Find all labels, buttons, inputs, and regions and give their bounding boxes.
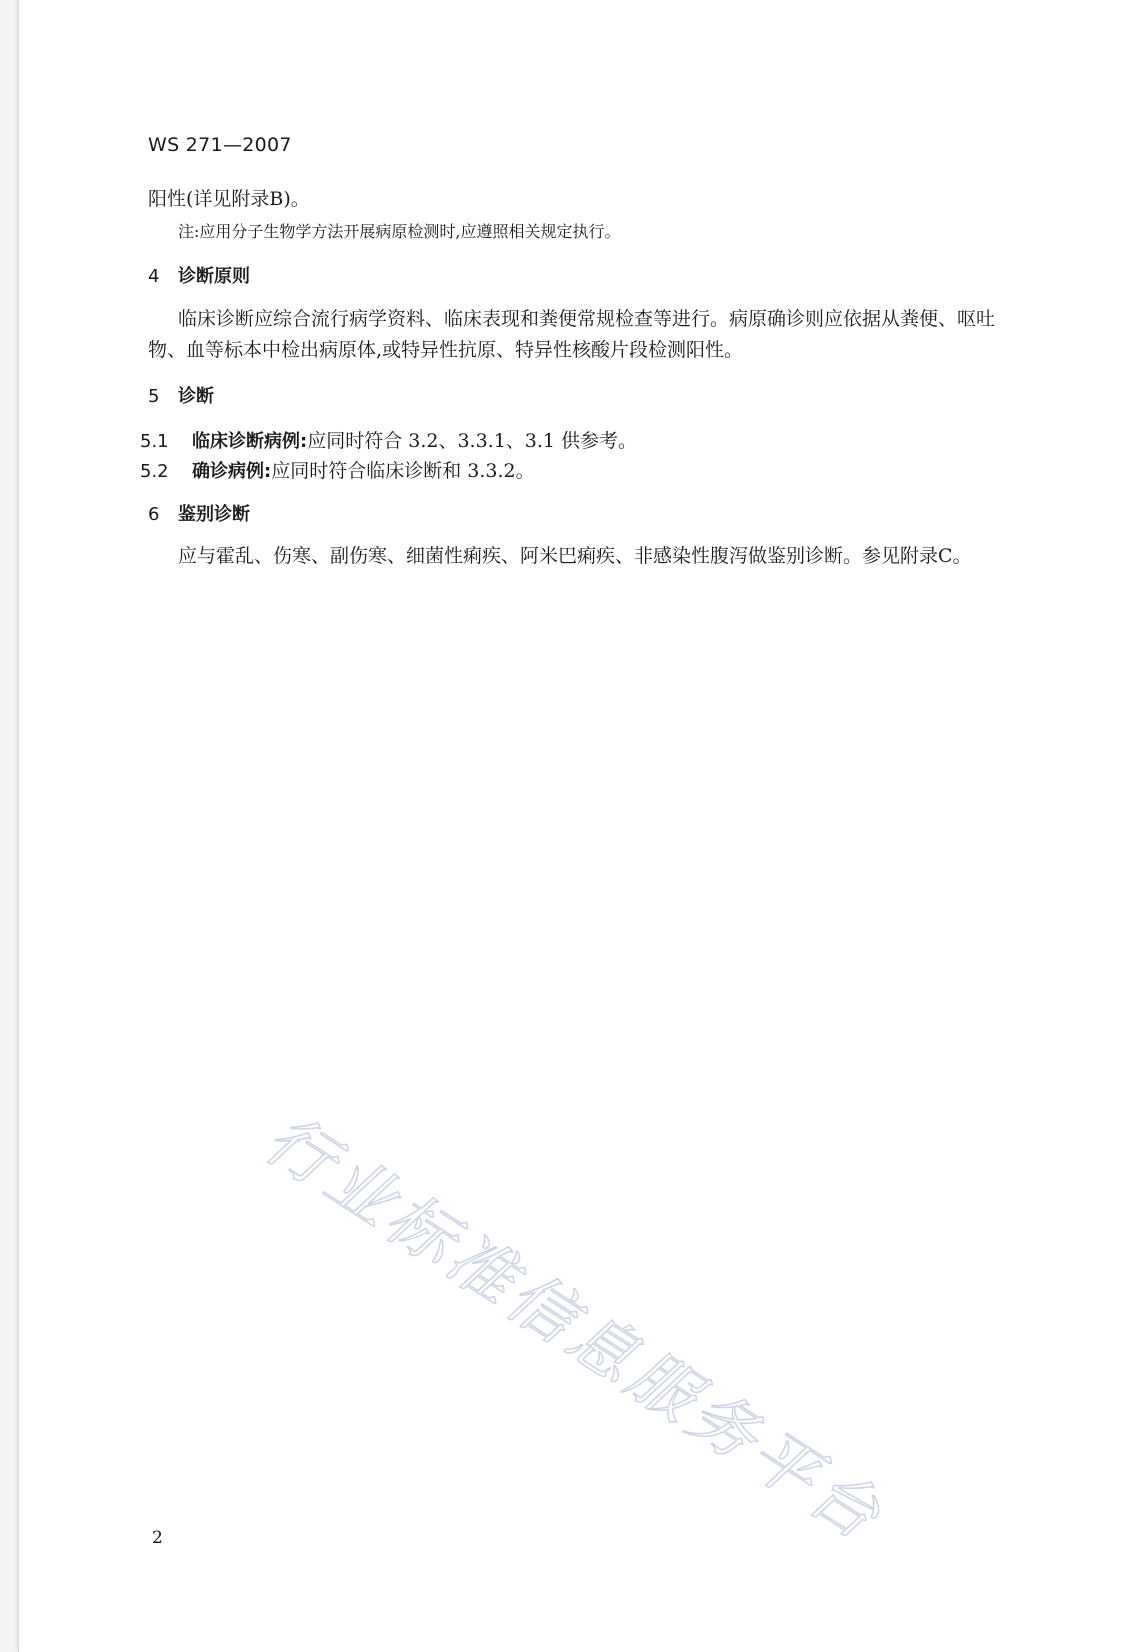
section-6-paragraph: 应与霍乱、伤寒、副伤寒、细菌性痢疾、阿米巴痢疾、非感染性腹泻做鉴别诊断。参见附录C。 — [178, 545, 972, 567]
document-page — [18, 0, 1146, 1652]
page-number: 2 — [152, 1528, 163, 1548]
section-4-paragraph-line-2: 物、血等标本中检出病原体,或特异性抗原、特异性核酸片段检测阳性。 — [148, 339, 744, 361]
clause-term: 确诊病例: — [192, 461, 272, 482]
section-title: 诊断原则 — [178, 266, 250, 287]
section-5-heading — [148, 382, 214, 408]
section-title: 诊断 — [178, 386, 214, 407]
watermark: 行业标准信息服务平台 — [251, 1100, 898, 1557]
note-text: 注:应用分子生物学方法开展病原检测时,应遵照相关规定执行。 — [178, 222, 621, 241]
clause-number: 5.1 — [140, 431, 169, 452]
section-4-paragraph-line-1: 临床诊断应综合流行病学资料、临床表现和粪便常规检查等进行。病原确诊则应依据从粪便、呕吐 — [178, 308, 996, 330]
section-number: 4 — [148, 266, 160, 287]
section-title: 鉴别诊断 — [178, 504, 250, 525]
clause-text: 应同时符合临床诊断和 3.3.2。 — [271, 460, 535, 482]
clause-5-1 — [140, 426, 637, 453]
continuation-text: 阳性(详见附录B)。 — [148, 188, 310, 210]
clause-number: 5.2 — [140, 461, 169, 482]
section-4-heading — [148, 262, 250, 288]
document-id-header: WS 271—2007 — [148, 134, 292, 156]
section-6-heading — [148, 500, 250, 526]
section-number: 5 — [148, 386, 160, 407]
clause-text: 应同时符合 3.2、3.3.1、3.1 供参考。 — [307, 430, 638, 452]
clause-5-2 — [140, 456, 535, 483]
clause-term: 临床诊断病例: — [192, 431, 308, 452]
section-number: 6 — [148, 504, 160, 525]
